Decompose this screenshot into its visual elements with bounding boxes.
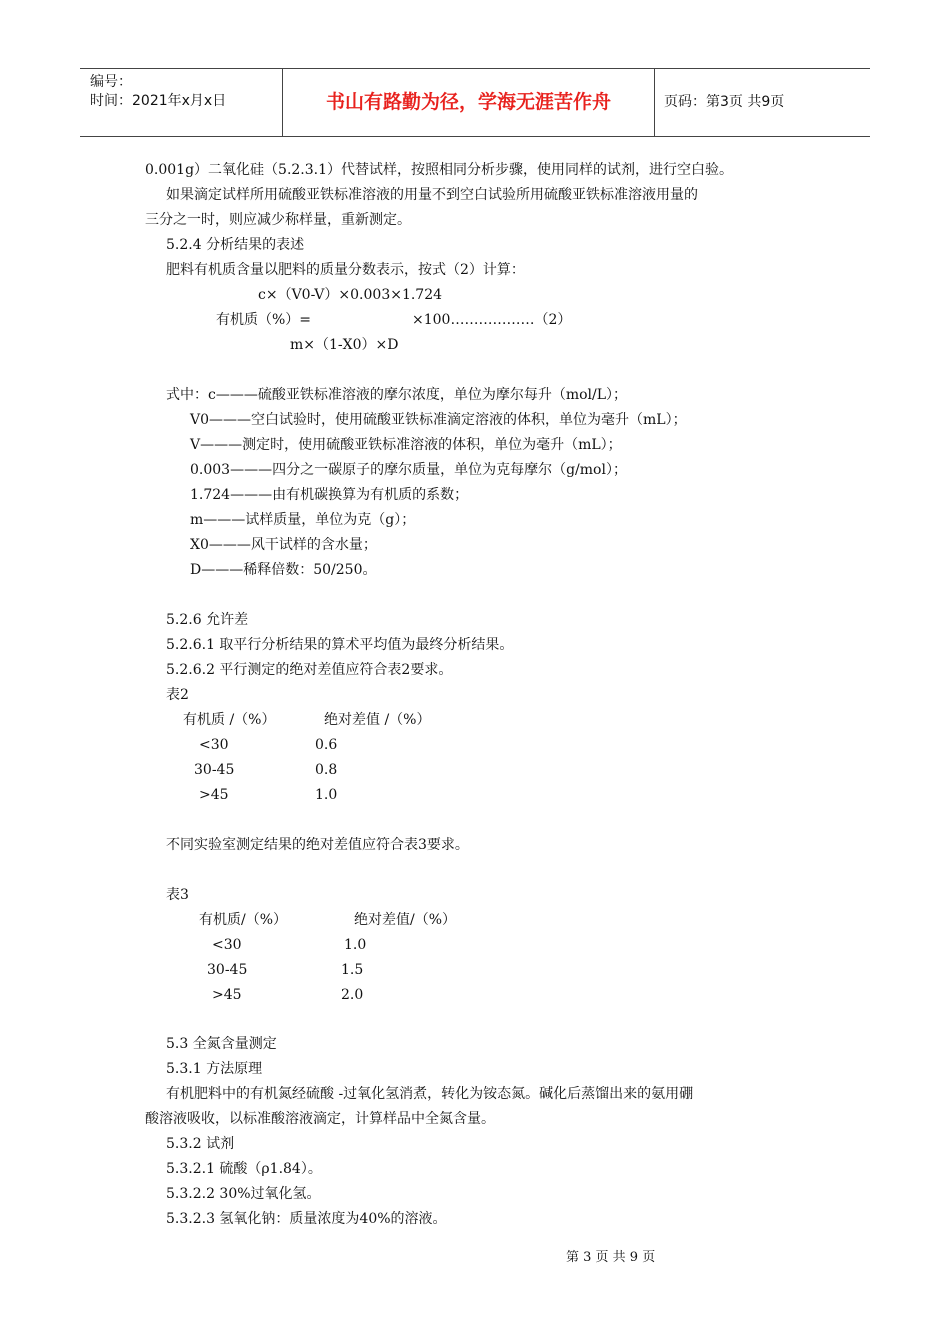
page-header [80,68,870,137]
where-line: X0———风干试样的含水量； [190,537,377,553]
where-line: 0.003———四分之一碳原子的摩尔质量，单位为克每摩尔（g/mol）； [190,462,627,478]
where-line: 式中：c———硫酸亚铁标准溶液的摩尔浓度，单位为摩尔每升（mol/L）； [166,387,628,403]
paragraph: 三分之一时，则应减少称样量，重新测定。 [145,212,411,228]
table-cell: 1.0 [315,787,338,803]
table-cell: 2.0 [341,987,364,1003]
formula-denominator: m×（1-X0）×D [290,337,399,353]
document-number-label: 编号： [90,74,132,90]
reagent-item: 5.3.2.2 30%过氧化氢。 [166,1186,321,1202]
where-line: 1.724———由有机碳换算为有机质的系数； [190,487,469,503]
where-line: m———试样质量，单位为克（g）； [190,512,416,528]
paragraph: 肥料有机质含量以肥料的质量分数表示，按式（2）计算： [166,262,525,278]
paragraph: 有机肥料中的有机氮经硫酸 -过氧化氢消煮，转化为铵态氮。碱化后蒸馏出来的氨用硼 [166,1086,694,1102]
where-line: D———稀释倍数：50/250。 [190,562,377,578]
table-header: 有机质/（%） [199,912,288,928]
table-cell: 30-45 [194,762,235,778]
table-header: 有机质 /（%） [183,712,276,728]
reagent-item: 5.3.2.1 硫酸（ρ1.84）。 [166,1161,322,1177]
reagent-item: 5.3.2.3 氢氧化钠：质量浓度为40%的溶液。 [166,1211,447,1227]
table-cell: 1.5 [341,962,364,978]
section-heading: 5.2.6 允许差 [166,612,249,628]
table-cell: 0.8 [315,762,338,778]
where-line: V0———空白试验时，使用硫酸亚铁标准滴定溶液的体积，单位为毫升（mL）； [190,412,687,428]
where-line: V———测定时，使用硫酸亚铁标准溶液的体积，单位为毫升（mL）； [190,437,622,453]
section-heading: 5.2.4 分析结果的表述 [166,237,305,253]
paragraph: 0.001g）二氧化硅（5.2.3.1）代替试样，按照相同分析步骤，使用同样的试剂，进行空白验。 [145,162,734,178]
table-cell: 0.6 [315,737,338,753]
section-heading: 5.3 全氮含量测定 [166,1036,277,1052]
section-heading: 5.3.2 试剂 [166,1136,235,1152]
paragraph: 如果滴定试样所用硫酸亚铁标准溶液的用量不到空白试验所用硫酸亚铁标准溶液用量的 [166,187,698,203]
paragraph: 5.2.6.2 平行测定的绝对差值应符合表2要求。 [166,662,453,678]
table-cell: <30 [212,937,242,953]
section-heading: 5.3.1 方法原理 [166,1061,263,1077]
table-cell: 1.0 [344,937,367,953]
table-header: 绝对差值 /（%） [324,712,431,728]
table-caption: 表2 [166,687,189,703]
table-cell: >45 [199,787,229,803]
formula-numerator: c×（V0-V）×0.003×1.724 [258,287,443,303]
paragraph: 5.2.6.1 取平行分析结果的算术平均值为最终分析结果。 [166,637,514,653]
table-cell: 30-45 [207,962,248,978]
header-motto: 书山有路勤为径，学海无涯苦作舟 [283,69,655,136]
paragraph: 不同实验室测定结果的绝对差值应符合表3要求。 [166,837,469,853]
document-date: 时间：2021年x月x日 [90,93,227,109]
formula-lhs: 有机质（%）= [216,312,312,328]
header-meta-cell [80,69,283,136]
page-footer: 第 3 页 共 9 页 [566,1250,656,1265]
table-header: 绝对差值/（%） [354,912,457,928]
table-caption: 表3 [166,887,189,903]
formula-multiplier: ×100………………（2） [412,312,572,328]
table-cell: <30 [199,737,229,753]
paragraph: 酸溶液吸收，以标准酸溶液滴定，计算样品中全氮含量。 [145,1111,495,1127]
header-page-info: 页码：第3页 共9页 [664,94,785,110]
table-cell: >45 [212,987,242,1003]
